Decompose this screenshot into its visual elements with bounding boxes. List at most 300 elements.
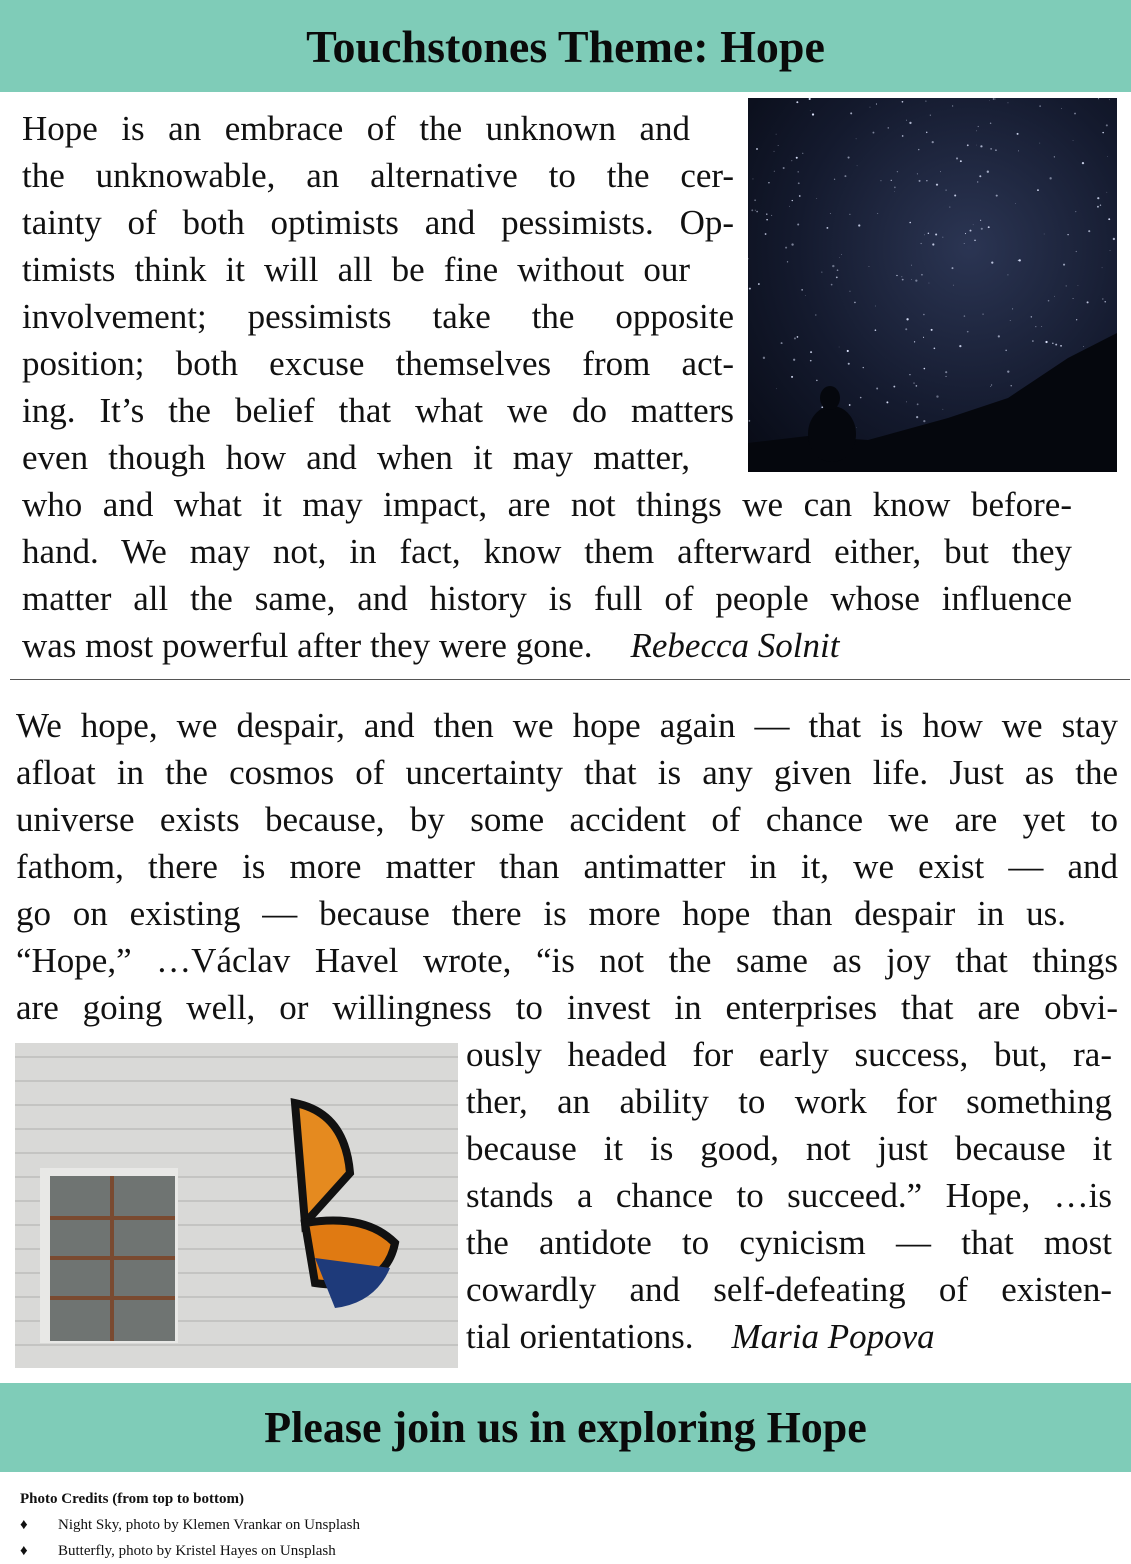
quote-line [466, 1313, 935, 1360]
star-mark [988, 226, 990, 228]
star-mark [928, 233, 929, 234]
star-mark [931, 329, 933, 331]
quote-line [22, 152, 734, 199]
star-mark [869, 266, 870, 267]
star-mark [981, 228, 983, 230]
quote-text: tial orientations. [466, 1317, 694, 1356]
star-mark [915, 279, 917, 281]
quote-line [22, 340, 734, 387]
star-mark [976, 130, 977, 131]
star-mark [1055, 344, 1057, 346]
quote-text: timists think it will all be fine without our [22, 250, 690, 289]
star-mark [1106, 192, 1107, 193]
star-mark [802, 153, 803, 154]
quote-line [466, 1125, 1112, 1172]
credit-text: Night Sky, photo by Klemen Vrankar on Unsplash [58, 1517, 360, 1533]
star-mark [1106, 124, 1108, 126]
star-mark [965, 233, 966, 234]
quote-text: the unknowable, an alternative to the cer- [22, 156, 734, 195]
star-mark [778, 145, 779, 146]
star-mark [913, 382, 914, 383]
star-mark [876, 388, 878, 390]
star-mark [1109, 99, 1110, 100]
quote-line [466, 1219, 1112, 1266]
star-mark [1076, 251, 1077, 252]
star-mark [796, 157, 798, 159]
star-mark [810, 110, 811, 111]
quote-line [16, 796, 1118, 843]
star-mark [877, 213, 878, 214]
star-mark [755, 210, 756, 211]
star-mark [857, 165, 858, 166]
quote-line [22, 293, 734, 340]
star-mark [978, 126, 979, 127]
quote-text: ing. It’s the belief that what we do matters [22, 391, 734, 430]
star-mark [844, 175, 846, 177]
star-mark [1110, 250, 1111, 251]
star-mark [812, 113, 814, 115]
star-mark [810, 351, 812, 353]
star-mark [798, 182, 800, 184]
quote-line [16, 890, 1066, 937]
credit-text: Butterfly, photo by Kristel Hayes on Unsplash [58, 1543, 336, 1559]
quote-line [22, 246, 690, 293]
star-mark [1107, 156, 1108, 157]
star-mark [956, 157, 958, 159]
star-mark [805, 295, 806, 296]
quote-text: Hope is an embrace of the unknown and [22, 109, 690, 148]
star-mark [1048, 300, 1050, 302]
star-mark [1082, 162, 1084, 164]
star-mark [821, 272, 822, 273]
star-mark [994, 98, 995, 99]
quote-text: afloat in the cosmos of uncertainty that is any given life. Just as the [16, 753, 1118, 792]
star-mark [980, 220, 981, 221]
star-mark [1045, 341, 1047, 343]
star-mark [991, 384, 992, 385]
star-mark [967, 331, 969, 333]
star-mark [875, 329, 877, 331]
quote-line [16, 937, 1118, 984]
star-mark [858, 224, 860, 226]
star-mark [849, 214, 850, 215]
star-mark [873, 132, 875, 134]
star-mark [1075, 211, 1076, 212]
star-mark [945, 371, 947, 373]
star-mark [925, 101, 926, 102]
star-mark [787, 261, 788, 262]
footer-title: Please join us in exploring Hope [264, 1403, 867, 1452]
quote-text: are going well, or willingness to invest in enterprises that are obvi- [16, 988, 1118, 1027]
star-mark [826, 227, 828, 229]
star-mark [940, 171, 941, 172]
star-mark [932, 141, 934, 143]
quote-line [466, 1172, 1112, 1219]
quote-text: go on existing — because there is more hope than despair in us. [16, 894, 1066, 933]
star-mark [989, 100, 990, 101]
star-mark [1054, 156, 1055, 157]
quote-text: matter all the same, and history is full of people whose influence [22, 579, 1072, 618]
star-mark [1017, 133, 1019, 135]
star-mark [930, 115, 931, 116]
star-mark [870, 107, 871, 108]
star-mark [776, 134, 777, 135]
star-mark [791, 160, 792, 161]
star-mark [1066, 285, 1067, 286]
star-mark [1102, 298, 1103, 299]
star-mark [952, 267, 954, 269]
star-mark [906, 401, 907, 402]
quote-text: cowardly and self-defeating of existen- [466, 1270, 1112, 1309]
star-mark [797, 223, 799, 225]
quote-author: Rebecca Solnit [630, 626, 840, 665]
star-mark [1104, 301, 1105, 302]
star-mark [897, 171, 898, 172]
star-mark [781, 342, 783, 344]
star-mark [1074, 113, 1076, 115]
star-mark [905, 328, 907, 330]
star-mark [749, 288, 751, 290]
quote-line [22, 387, 734, 434]
star-mark [946, 376, 947, 377]
star-mark [1098, 98, 1099, 99]
star-mark [901, 276, 902, 277]
star-mark [923, 314, 925, 316]
star-mark [919, 180, 921, 182]
star-mark [1052, 342, 1054, 344]
star-mark [801, 289, 803, 291]
star-mark [1035, 326, 1036, 327]
star-mark [748, 258, 749, 259]
butterfly-mural-photo [15, 1043, 458, 1368]
star-mark [754, 199, 756, 201]
star-mark [815, 314, 816, 315]
star-mark [916, 385, 918, 387]
star-mark [830, 213, 831, 214]
quote-text: involvement; pessimists take the opposite [22, 297, 734, 336]
diamond-bullet-icon: ♦ [20, 1517, 28, 1533]
star-mark [756, 211, 758, 213]
star-mark [924, 235, 925, 236]
star-mark [797, 171, 798, 172]
diamond-bullet-icon: ♦ [20, 1543, 28, 1559]
quote-line [466, 1266, 1112, 1313]
star-mark [1012, 308, 1013, 309]
star-mark [894, 191, 895, 192]
quote-line [22, 105, 690, 152]
star-mark [1018, 150, 1019, 151]
credit-item [20, 1538, 360, 1564]
quote-line [22, 622, 839, 669]
star-mark [1100, 205, 1101, 206]
star-mark [906, 318, 908, 320]
star-mark [1049, 177, 1051, 179]
star-mark [909, 374, 910, 375]
quote-text: We hope, we despair, and then we hope again — that is how we stay [16, 706, 1118, 745]
quote-line [16, 749, 1118, 796]
star-mark [960, 160, 962, 162]
star-mark [765, 233, 767, 235]
star-mark [1078, 285, 1079, 286]
star-mark [832, 265, 834, 267]
night-sky-photo [748, 98, 1117, 472]
page-title: Touchstones Theme: Hope [306, 20, 825, 72]
star-mark [875, 306, 876, 307]
star-mark [1067, 234, 1068, 235]
star-mark [1061, 108, 1062, 109]
star-mark [964, 243, 965, 244]
star-mark [766, 219, 767, 220]
star-mark [1076, 319, 1077, 320]
star-mark [902, 101, 904, 103]
star-mark [880, 180, 881, 181]
star-mark [974, 240, 975, 241]
star-mark [894, 187, 896, 189]
star-mark [860, 397, 862, 399]
star-mark [1088, 230, 1090, 232]
star-mark [848, 156, 850, 158]
star-mark [766, 213, 767, 214]
star-mark [1039, 143, 1040, 144]
star-mark [771, 215, 772, 216]
star-mark [847, 350, 849, 352]
star-mark [998, 335, 1000, 337]
star-mark [751, 209, 753, 211]
star-mark [776, 388, 777, 389]
quote-text: because it is good, not just because it [466, 1129, 1112, 1168]
credit-item [20, 1512, 360, 1538]
star-mark [791, 243, 793, 245]
star-mark [1005, 350, 1006, 351]
star-mark [888, 127, 890, 129]
quote-line [16, 984, 1118, 1031]
star-mark [952, 105, 953, 106]
star-mark [964, 315, 965, 316]
star-mark [837, 269, 839, 271]
star-mark [799, 195, 801, 197]
star-mark [1087, 301, 1089, 303]
star-mark [1063, 264, 1065, 266]
star-mark [996, 195, 998, 197]
star-mark [980, 145, 982, 147]
star-mark [774, 171, 775, 172]
star-mark [1008, 102, 1009, 103]
star-mark [758, 283, 760, 285]
star-mark [979, 175, 981, 177]
star-mark [926, 180, 927, 181]
star-mark [918, 149, 919, 150]
star-mark [923, 420, 925, 422]
star-mark [976, 145, 977, 146]
star-mark [848, 363, 850, 365]
star-mark [839, 347, 840, 348]
footer-banner [0, 1383, 1131, 1472]
star-mark [763, 357, 765, 359]
star-mark [856, 138, 857, 139]
star-mark [923, 337, 924, 338]
star-mark [753, 179, 754, 180]
star-mark [896, 275, 897, 276]
star-mark [1083, 346, 1084, 347]
star-mark [990, 148, 992, 150]
star-mark [831, 284, 833, 286]
star-mark [902, 279, 904, 281]
star-mark [816, 198, 817, 199]
star-mark [909, 122, 911, 124]
quote-line [22, 575, 1072, 622]
star-mark [797, 336, 799, 338]
star-mark [987, 171, 989, 173]
quote-text: ously headed for early success, but, ra- [466, 1035, 1112, 1074]
star-mark [917, 173, 918, 174]
star-mark [794, 337, 796, 339]
star-mark [909, 222, 911, 224]
quote-author: Maria Popova [731, 1317, 935, 1356]
star-mark [1108, 218, 1110, 220]
quote-line [466, 1078, 1112, 1125]
star-mark [1102, 267, 1103, 268]
star-mark [768, 182, 769, 183]
star-mark [1011, 385, 1012, 386]
star-mark [906, 120, 907, 121]
quote-line [22, 528, 1072, 575]
star-mark [1010, 320, 1011, 321]
star-mark [1054, 296, 1055, 297]
quote-text: fathom, there is more matter than antimatter in it, we exist — and [16, 847, 1118, 886]
star-mark [1073, 298, 1074, 299]
star-mark [1007, 370, 1009, 372]
star-mark [1097, 206, 1099, 208]
star-mark [929, 283, 930, 284]
star-mark [973, 224, 974, 225]
star-mark [774, 151, 775, 152]
star-mark [1008, 275, 1009, 276]
star-mark [911, 279, 912, 280]
star-mark [854, 302, 856, 304]
star-mark [990, 386, 991, 387]
star-mark [935, 233, 937, 235]
star-mark [1031, 316, 1032, 317]
quote-text: who and what it may impact, are not things we can know before- [22, 485, 1072, 524]
star-mark [949, 207, 950, 208]
star-mark [1032, 340, 1034, 342]
quote-text: hand. We may not, in fact, know them afterward either, but they [22, 532, 1072, 571]
header-banner [0, 0, 1131, 92]
star-mark [942, 237, 943, 238]
star-mark [990, 123, 991, 124]
star-mark [791, 376, 793, 378]
star-mark [995, 149, 997, 151]
star-mark [1039, 105, 1040, 106]
star-mark [917, 403, 919, 405]
star-mark [970, 230, 972, 232]
star-mark [863, 367, 864, 368]
star-mark [856, 427, 857, 428]
credits-title: Photo Credits (from top to bottom) [20, 1491, 244, 1507]
star-mark [821, 406, 823, 408]
star-mark [936, 184, 938, 186]
quote-text: was most powerful after they were gone. [22, 626, 593, 665]
star-mark [991, 262, 993, 264]
star-mark [911, 265, 912, 266]
photo-credits [20, 1486, 360, 1564]
star-mark [836, 276, 838, 278]
quote-text: stands a chance to succeed.” Hope, …is [466, 1176, 1112, 1215]
star-mark [850, 291, 851, 292]
star-mark [783, 167, 785, 169]
star-mark [932, 243, 934, 245]
star-mark [902, 135, 904, 137]
star-mark [977, 181, 978, 182]
star-mark [789, 206, 790, 207]
star-mark [921, 243, 922, 244]
star-mark [1073, 140, 1074, 141]
star-mark [953, 285, 954, 286]
star-mark [1044, 234, 1045, 235]
quote-line [16, 843, 1118, 890]
star-mark [1097, 197, 1099, 199]
star-mark [849, 404, 851, 406]
star-mark [816, 380, 818, 382]
star-mark [934, 348, 936, 350]
star-mark [1019, 259, 1021, 261]
star-mark [914, 341, 915, 342]
star-mark [954, 194, 956, 196]
quote-text: tainty of both optimists and pessimists. Op- [22, 203, 734, 242]
star-mark [839, 257, 840, 258]
section-divider [10, 679, 1130, 680]
star-mark [967, 144, 969, 146]
quote-line [22, 434, 690, 481]
star-mark [810, 360, 812, 362]
star-mark [793, 359, 795, 361]
star-mark [841, 254, 842, 255]
star-mark [959, 345, 961, 347]
star-mark [749, 420, 751, 422]
star-mark [983, 314, 984, 315]
star-mark [945, 189, 946, 190]
quote-text: universe exists because, by some accident of chance we are yet to [16, 800, 1118, 839]
star-mark [809, 98, 811, 100]
quote-text: “Hope,” …Václav Havel wrote, “is not the same as joy that things [16, 941, 1118, 980]
star-mark [921, 274, 923, 276]
star-mark [936, 395, 938, 397]
quote-text: even though how and when it may matter, [22, 438, 690, 477]
star-mark [850, 112, 852, 114]
star-mark [926, 132, 927, 133]
star-mark [1102, 132, 1103, 133]
star-mark [1113, 238, 1115, 240]
star-mark [785, 247, 787, 249]
quote-line [22, 481, 1072, 528]
quote-text: position; both excuse themselves from act- [22, 344, 734, 383]
star-mark [876, 104, 877, 105]
quote-line [22, 199, 734, 246]
star-mark [993, 98, 994, 99]
star-mark [1041, 326, 1042, 327]
star-mark [893, 386, 895, 388]
star-mark [916, 416, 918, 418]
star-mark [796, 101, 798, 103]
quote-text: the antidote to cynicism — that most [466, 1223, 1112, 1262]
star-mark [756, 148, 758, 150]
star-mark [1060, 345, 1062, 347]
star-mark [942, 409, 943, 410]
quote-line [466, 1031, 1112, 1078]
quote-line [16, 702, 1118, 749]
quote-text: ther, an ability to work for something [466, 1082, 1112, 1121]
star-mark [792, 200, 793, 201]
